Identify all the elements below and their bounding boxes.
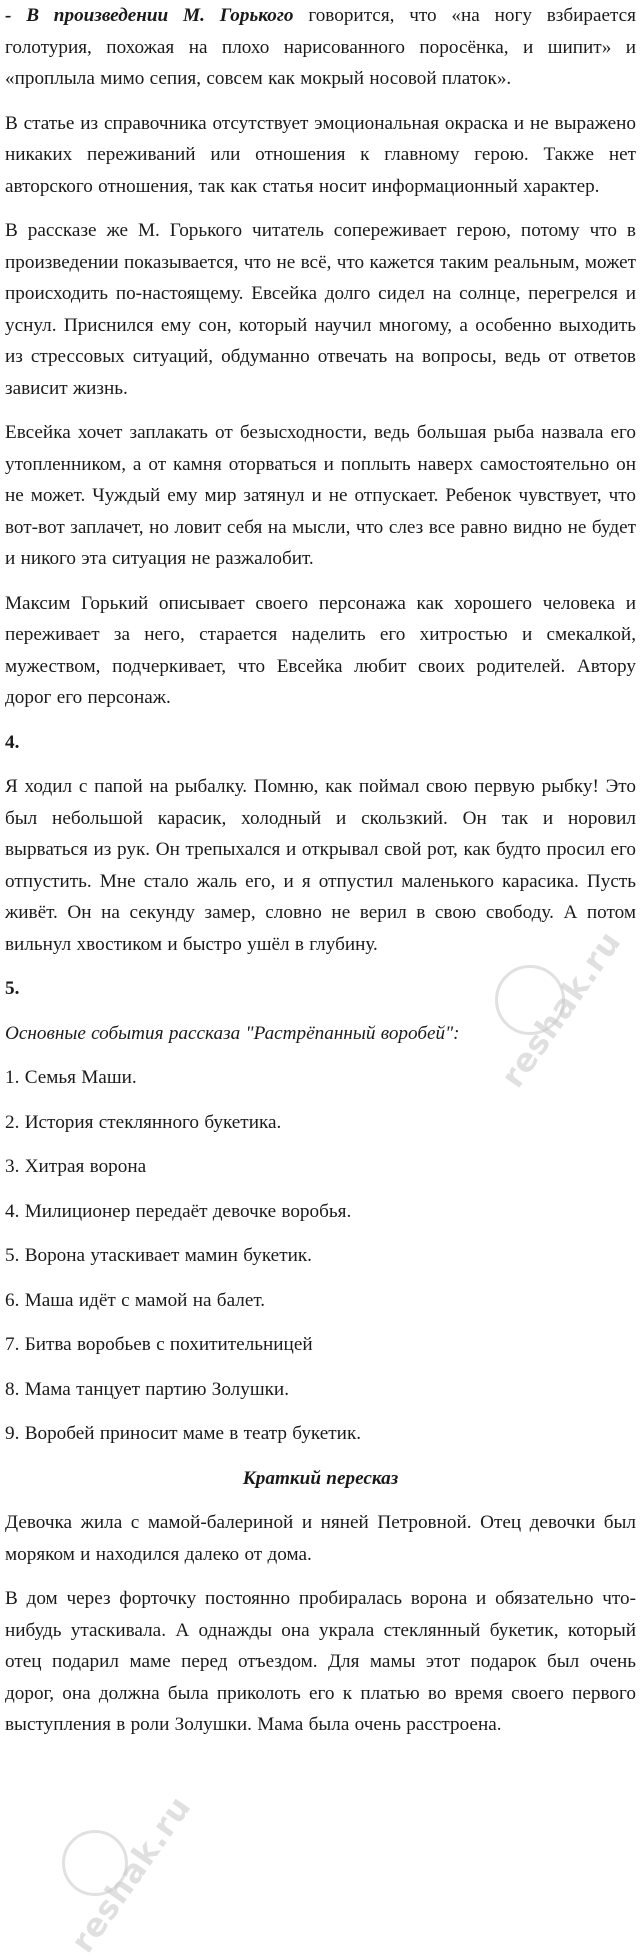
paragraph-rest: говорится, что «на ногу взбирается голотурия, похожая на плохо нарисованного поросёнка, и шипит» и «проплыла мимо сепия, совсем как мокрый носовой платок». [5, 5, 637, 89]
list-item: 4. Милиционер передаёт девочке воробья. [5, 1200, 352, 1222]
list-item: 5. Ворона утаскивает мамин букетик. [5, 1245, 312, 1266]
list-item: 3. Хитрая ворона [5, 1156, 147, 1177]
list-item: 9. Воробей приносит маме в театр букетик. [5, 1423, 362, 1444]
paragraph-crow: В дом через форточку постоянно пробиралась ворона и обязательно что-нибудь утаскивала. А однажды она украла стеклянный букетик, который отец подарил маме перед отъездом. Для мамы этот подарок был очень дорог, она должна была приколоть его к платью во время своего первого выступления в роли Золушки. Мама была очень расстроена. [5, 1588, 636, 1735]
lead-phrase: В произведении М. Горького [26, 5, 294, 26]
watermark-text: reshak.ru [63, 1788, 199, 1959]
list-item: 8. Мама танцует партию Золушки. [5, 1378, 289, 1400]
paragraph-reference-article: В статье из справочника отсутствует эмоциональная окраска и не выражено никаких переживаний или отношения к главному герою. Также нет авторского отношения, так как статья носит информационный характер. [5, 112, 636, 197]
paragraph-evseyka: Евсейка хочет заплакать от безысходности, ведь большая рыба назвала его утопленником, а от камня оторваться и поплыть наверх самостоятельно он не может. Чуждый ему мир затянул и не отпускает. Ребенок чувствует, что вот-вот заплачет, но ловит себя на мысли, что слез все равно видно не будет и никого эта ситуация не разжалобит. [5, 422, 636, 569]
paragraph-family: Девочка жила с мамой-балериной и няней Петровной. Отец девочки был моряком и находился далеко от дома. [5, 1512, 636, 1565]
paragraph-fishing-story: Я ходил с папой на рыбалку. Помню, как поймал свою первую рыбку! Это был небольшой карасик, холодный и скользкий. Он так и норовил вырваться из рук. Он трепыхался и открывал свой рот, как будто просил его отпустить. Мне стало жаль его, и я отпустил маленького карасика. Пусть живёт. Он на секунду замер, словно не верил в свою свободу. А потом вильнул хвостиком и быстро ушёл в глубину. [5, 776, 636, 955]
watermark-logo-icon [62, 1830, 128, 1896]
section-number-5: 5. [5, 978, 20, 999]
list-item: 1. Семья Маши. [5, 1067, 137, 1088]
retell-title: Краткий пересказ [242, 1467, 399, 1489]
watermark-text: reshak.ru [493, 923, 629, 1095]
paragraph-quotes [5, 0, 636, 95]
paragraph-author-attitude: Максим Горький описывает своего персонажа как хорошего человека и переживает за него, старается наделить его хитростью и смекалкой, мужеством, подчеркивает, что Евсейка любит своих родителей. Автору дорог его персонаж. [5, 592, 636, 708]
list-item: 7. Битва воробьев с похитительницей [5, 1334, 313, 1355]
list-item: 2. История стеклянного букетика. [5, 1111, 282, 1133]
events-list [5, 1062, 636, 1450]
section-number-4: 4. [5, 731, 20, 753]
dash: - [5, 5, 27, 26]
list-item: 6. Маша идёт с мамой на балет. [5, 1289, 266, 1311]
events-title: Основные события рассказа "Растрёпанный воробей": [5, 1022, 460, 1044]
paragraph-empathy: В рассказе же М. Горького читатель сопереживает герою, потому что в произведении показывается, что не всё, что кажется таким реальным, может происходить по-настоящему. Евсейка долго сидел на солнце, перегрелся и уснул. Приснился ему сон, который научил многому, а особенно выходить из стрессовых ситуаций, обдуманно отвечать на вопросы, ведь от ответов зависит жизнь. [5, 220, 636, 399]
